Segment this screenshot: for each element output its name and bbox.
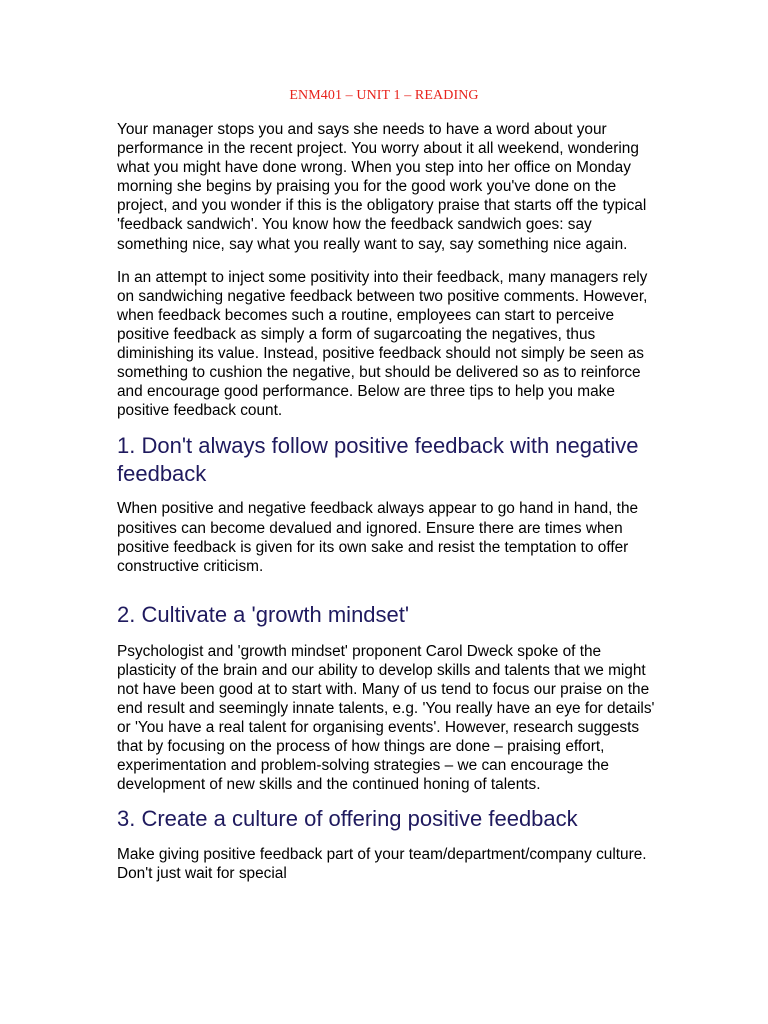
section-heading-3: 3. Create a culture of offering positive feedback — [117, 805, 578, 831]
section-3-paragraph: Make giving positive feedback part of your team/department/company culture. Don't just wait for special — [117, 845, 647, 882]
section-heading-2: 2. Cultivate a 'growth mindset' — [117, 601, 410, 627]
section-2-paragraph: Psychologist and 'growth mindset' proponent Carol Dweck spoke of the plasticity of the brain and our ability to develop skills and talents that we might not have been good at to start with. Many of us tend to focus our praise on the end result and seemingly innate talents, e.g. 'You really have an eye for details' or 'You have a real talent for organising events'. However, research suggests that by focusing on the process of how things are done – praising effort, experimentation and problem-solving strategies – we can encourage the development of new skills and the continued honing of talents. — [117, 642, 655, 794]
intro-paragraph: Your manager stops you and says she needs to have a word about your performance in the recent project. You worry about it all weekend, wondering what you might have done wrong. When you step into her office on Monday morning she begins by praising you for the good work you've done on the project, and you wonder if this is the obligatory praise that starts off the typical 'feedback sandwich'. You know how the feedback sandwich goes: say something nice, say what you really want to say, say something nice again. — [117, 121, 647, 253]
section-1-paragraph: When positive and negative feedback always appear to go hand in hand, the positives can become devalued and ignored. Ensure there are times when positive feedback is given for its own sake and resist the temptation to offer constructive criticism. — [117, 500, 639, 575]
section-heading-1: 1. Don't always follow positive feedback with negative feedback — [117, 433, 639, 487]
document-title: ENM401 – UNIT 1 – READING — [289, 88, 479, 103]
context-paragraph: In an attempt to inject some positivity into their feedback, many managers rely on sandwiching negative feedback between two positive comments. However, when feedback becomes such a routine, employees can start to perceive positive feedback as simply a form of sugarcoating the negatives, thus diminishing its value. Instead, positive feedback should not simply be seen as something to cushion the negative, but should be delivered so as to reinforce and encourage good performance. Below are three tips to help you make positive feedback count. — [117, 268, 648, 420]
document-body — [117, 120, 662, 883]
